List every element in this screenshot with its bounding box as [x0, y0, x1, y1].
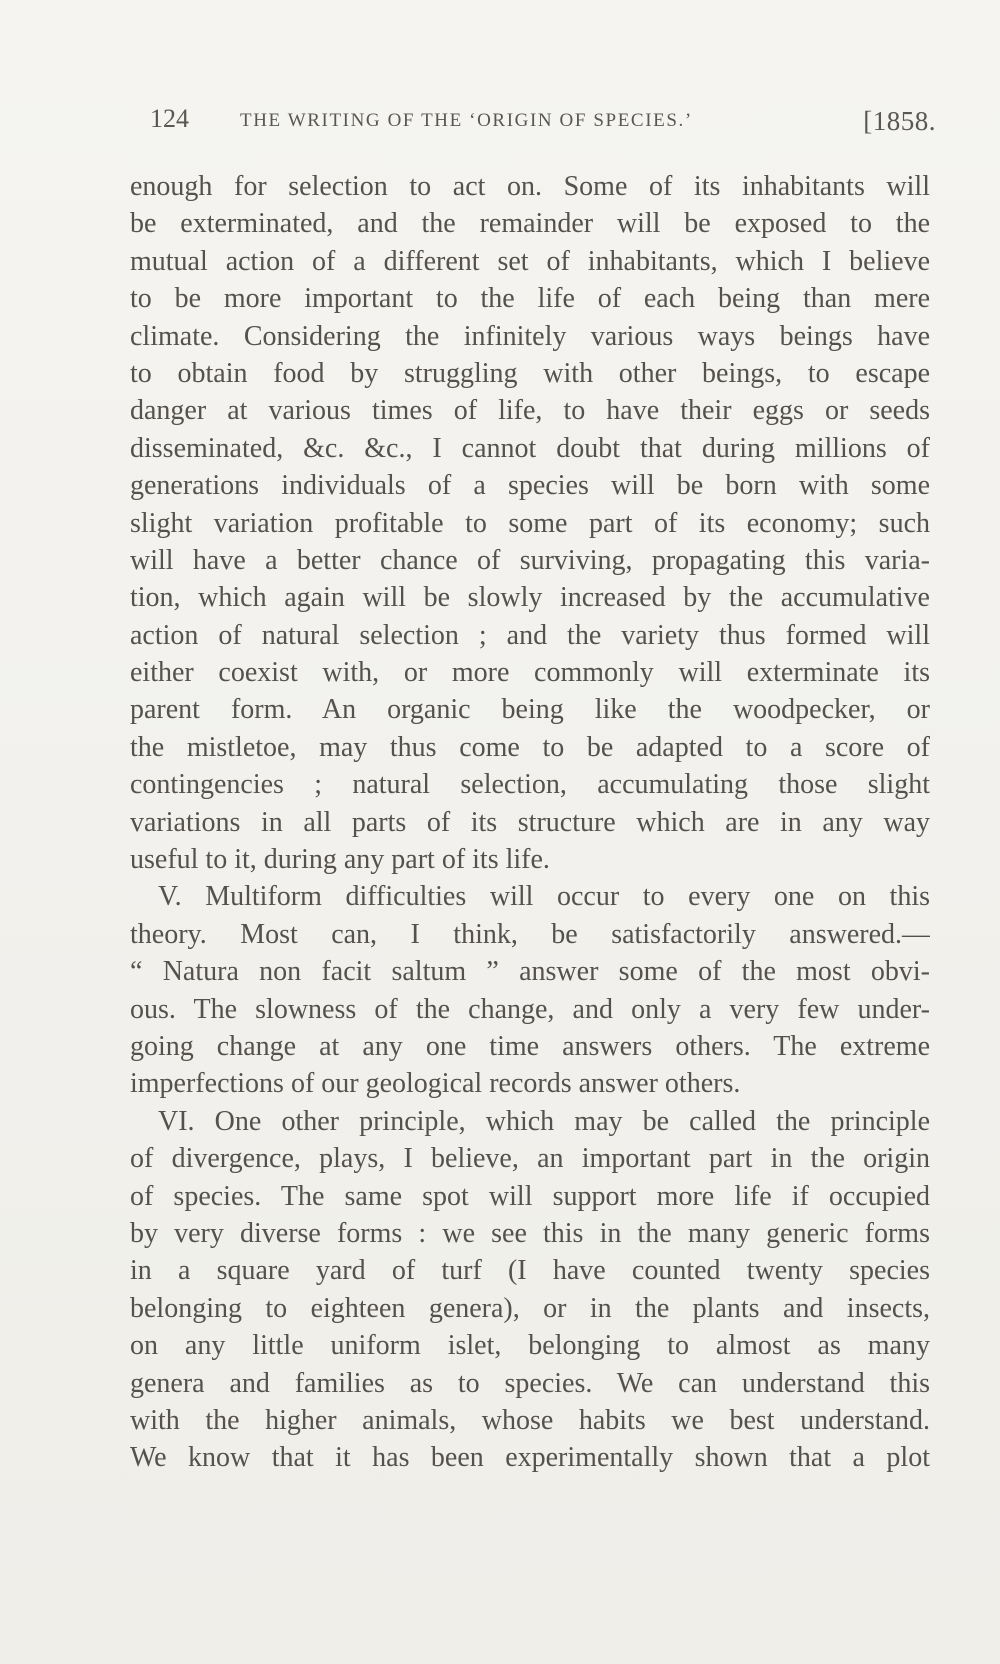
text-line: to be more important to the life of each being than mere: [130, 283, 930, 315]
text-line: danger at various times of life, to have their eggs or seeds: [130, 395, 930, 427]
text-line: genera and families as to species. We can understand this: [130, 1367, 930, 1399]
text-line: will have a better chance of surviving, propagating this varia-: [130, 544, 930, 576]
text-line: “ Natura non facit saltum ” answer some of the most obvi-: [130, 956, 930, 988]
text-line: slight variation profitable to some part of its economy; such: [130, 507, 930, 539]
text-line: We know that it has been experimentally shown that a plot: [130, 1442, 930, 1474]
text-line: variations in all parts of its structure which are in any way: [130, 806, 930, 838]
text-line: contingencies ; natural selection, accumulating those slight: [130, 769, 930, 801]
text-line: generations individuals of a species will be born with some: [130, 470, 930, 502]
body-text: [130, 168, 930, 1477]
text-line: by very diverse forms : we see this in the many generic forms: [130, 1217, 930, 1249]
text-line: disseminated, &c. &c., I cannot doubt that during millions of: [130, 432, 930, 464]
text-line: with the higher animals, whose habits we best understand.: [130, 1404, 930, 1436]
text-line: on any little uniform islet, belonging to almost as many: [130, 1330, 930, 1362]
text-line: theory. Most can, I think, be satisfactorily answered.—: [130, 918, 930, 950]
text-line: either coexist with, or more commonly will exterminate its: [130, 657, 930, 689]
text-line: enough for selection to act on. Some of its inhabitants will: [130, 171, 930, 202]
text-line: useful to it, during any part of its life.: [130, 844, 550, 876]
text-line: imperfections of our geological records answer others.: [130, 1068, 741, 1100]
text-line: V. Multiform difficulties will occur to every one on this: [158, 881, 930, 913]
text-line: climate. Considering the infinitely various ways beings have: [130, 320, 930, 352]
header-year: [1858.: [863, 106, 936, 136]
text-line: action of natural selection ; and the variety thus formed will: [130, 619, 930, 651]
text-line: mutual action of a different set of inhabitants, which I believe: [130, 245, 930, 277]
text-line: going change at any one time answers others. The extreme: [130, 1030, 930, 1062]
text-line: parent form. An organic being like the woodpecker, or: [130, 694, 930, 726]
page-number: 124: [150, 104, 189, 133]
text-line: of species. The same spot will support more life if occupied: [130, 1180, 930, 1212]
text-line: of divergence, plays, I believe, an important part in the origin: [130, 1143, 930, 1175]
text-line: ous. The slowness of the change, and only a very few under-: [130, 993, 930, 1025]
text-line: to obtain food by struggling with other beings, to escape: [130, 357, 930, 389]
text-line: be exterminated, and the remainder will be exposed to the: [130, 208, 930, 240]
text-line: the mistletoe, may thus come to be adapted to a score of: [130, 731, 930, 763]
text-line: in a square yard of turf (I have counted twenty species: [130, 1255, 930, 1287]
text-line: tion, which again will be slowly increased by the accumulative: [130, 582, 930, 614]
running-header: [150, 100, 940, 140]
running-title: THE WRITING OF THE ‘ORIGIN OF SPECIES.’: [240, 110, 693, 131]
text-line: belonging to eighteen genera), or in the plants and insects,: [130, 1292, 930, 1324]
text-line: VI. One other principle, which may be called the principle: [158, 1105, 930, 1137]
